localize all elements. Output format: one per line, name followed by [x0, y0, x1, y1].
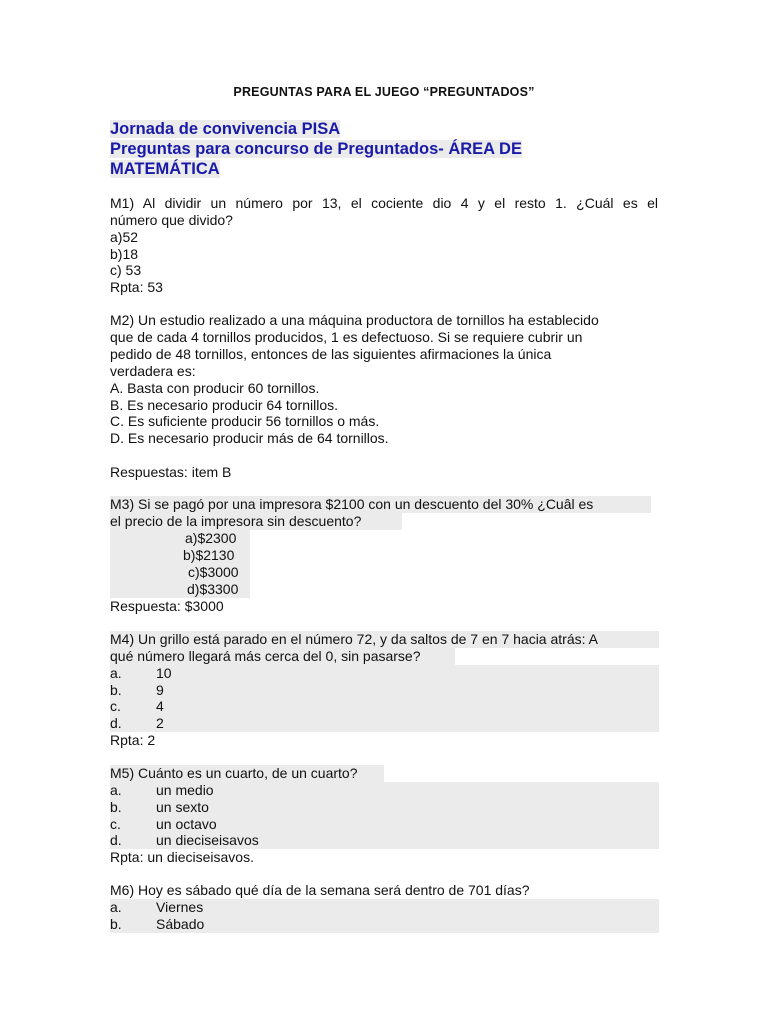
m4-shade-options	[110, 665, 659, 732]
m4-option-b: b. 9	[110, 682, 164, 698]
m6-option-b: b. Sábado	[110, 916, 205, 932]
m5-question: M5) Cuánto es un cuarto, de un cuarto?	[110, 765, 358, 781]
page-title: PREGUNTAS PARA EL JUEGO “PREGUNTADOS”	[233, 85, 535, 99]
m1-option-b: b)18	[110, 246, 139, 262]
m1-option-c: c) 53	[110, 262, 142, 278]
m2-option-a: A. Basta con producir 60 tornillos.	[110, 380, 320, 396]
m4-line-2: qué número llegará más cerca del 0, sin pasarse?	[110, 648, 421, 664]
m5-answer: Rpta: un dieciseisavos.	[110, 849, 254, 865]
m5-option-b: b. un sexto	[110, 799, 209, 815]
m3-option-b: b)$2130	[183, 547, 235, 563]
m4-line-1: M4) Un grillo está parado en el número 72, y da saltos de 7 en 7 hacia atrás: A	[110, 631, 598, 647]
m2-answer: Respuestas: item B	[110, 464, 232, 480]
m2-line-3: pedido de 48 tornillos, entonces de las siguientes afirmaciones la única	[110, 346, 552, 362]
m5-option-c: c. un octavo	[110, 816, 217, 832]
m5-option-a: a. un medio	[110, 782, 214, 798]
m6-question: M6) Hoy es sábado qué día de la semana será dentro de 701 días?	[110, 882, 530, 898]
m4-option-c: c. 4	[110, 698, 164, 714]
question-m1	[110, 195, 658, 229]
m6-option-a: a. Viernes	[110, 899, 204, 915]
m4-option-a: a. 10	[110, 665, 172, 681]
heading-jornada: Jornada de convivencia PISA	[110, 120, 341, 138]
heading-area: MATEMÁTICA	[110, 160, 220, 178]
m4-option-d: d. 2	[110, 715, 164, 731]
m3-line-1: M3) Si se pagó por una impresora $2100 con un descuento del 30% ¿Cuâl es	[110, 496, 594, 512]
m2-line-2: que de cada 4 tornillos producidos, 1 es defectuoso. Si se requiere cubrir un	[110, 329, 583, 345]
m4-answer: Rpta: 2	[110, 732, 156, 748]
heading-preguntas: Preguntas para concurso de Preguntados- ÁREA DE	[110, 140, 522, 158]
question-m1-line1: M1) Al dividir un número por 13, el cociente dio 4 y el resto 1. ¿Cuál es el	[110, 195, 658, 211]
m3-answer: Respuesta: $3000	[110, 598, 224, 614]
m2-line-1: M2) Un estudio realizado a una máquina productora de tornillos ha establecido	[110, 312, 599, 328]
m2-line-4: verdadera es:	[110, 363, 196, 379]
m2-option-b: B. Es necesario producir 64 tornillos.	[110, 397, 338, 413]
m3-line-2: el precio de la impresora sin descuento?	[110, 513, 362, 529]
m3-option-c: c)$3000	[188, 564, 239, 580]
m5-option-d: d. un dieciseisavos	[110, 832, 259, 848]
m3-option-a: a)$2300	[185, 530, 237, 546]
m1-answer: Rpta: 53	[110, 279, 163, 295]
question-m1-line2: número que divido?	[110, 211, 233, 228]
m2-option-d: D. Es necesario producir más de 64 tornillos.	[110, 430, 389, 446]
m3-option-d: d)$3300	[187, 581, 239, 597]
m2-option-c: C. Es suficiente producir 56 tornillos o más.	[110, 413, 380, 429]
m1-option-a: a)52	[110, 229, 139, 245]
